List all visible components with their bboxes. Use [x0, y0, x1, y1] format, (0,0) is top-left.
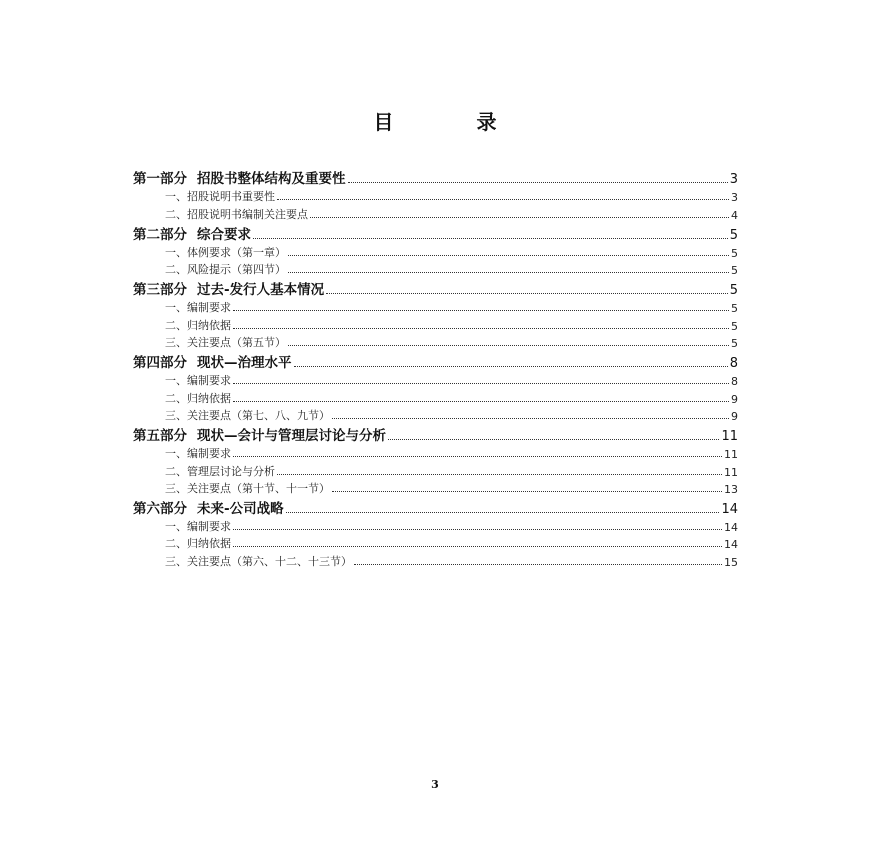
dot-leader [294, 366, 728, 367]
dot-leader [233, 546, 722, 547]
toc-page-number: 5 [731, 246, 738, 260]
dot-leader [326, 293, 728, 294]
toc-page-number: 5 [731, 302, 738, 316]
toc-entry-title: 一、体例要求（第一章） [165, 245, 286, 259]
toc-section-entry[interactable] [133, 388, 738, 405]
toc-section-entry[interactable] [133, 371, 738, 388]
toc-section-entry[interactable] [133, 333, 738, 350]
toc-section-entry[interactable] [133, 260, 738, 277]
toc-entry-title: 现状—会计与管理层讨论与分析 [197, 427, 386, 444]
page-number: 3 [431, 778, 439, 791]
toc-page-number: 11 [724, 448, 738, 462]
dot-leader [277, 474, 722, 475]
toc-entry-title: 三、关注要点（第七、八、九节） [165, 408, 330, 422]
toc-part-entry[interactable] [133, 166, 738, 187]
toc-page-number: 14 [721, 501, 738, 517]
toc-page-number: 3 [729, 172, 738, 187]
toc-entry-title: 三、关注要点（第五节） [165, 336, 286, 350]
toc-section-entry[interactable] [133, 479, 738, 496]
toc-page-number: 4 [731, 208, 738, 222]
toc-page-number: 14 [724, 521, 738, 535]
dot-leader [233, 310, 729, 311]
toc-page-number: 15 [724, 555, 738, 569]
toc-page-number: 5 [729, 227, 738, 243]
dot-leader [288, 272, 729, 273]
dot-leader [253, 238, 728, 239]
toc-section-entry[interactable] [133, 517, 738, 534]
toc-entry-title: 二、管理层讨论与分析 [165, 464, 275, 478]
toc-part-number: 第一部分 [133, 171, 187, 187]
dot-leader [288, 345, 729, 346]
dot-leader [310, 217, 729, 218]
toc-page-number: 3 [731, 191, 738, 205]
toc-entry-title: 综合要求 [197, 226, 251, 243]
toc-entry-title: 一、编制要求 [165, 520, 231, 534]
toc-section-entry[interactable] [133, 243, 738, 260]
toc-entry-title: 过去-发行人基本情况 [197, 282, 325, 299]
toc-part-entry[interactable] [133, 222, 738, 243]
toc-entry-title: 二、招股说明书编制关注要点 [165, 207, 308, 221]
toc-page-number: 8 [731, 375, 738, 389]
dot-leader [233, 456, 722, 457]
dot-leader [288, 255, 729, 256]
toc-part-number: 第三部分 [133, 282, 187, 299]
toc-entry-title: 二、归纳依据 [165, 391, 231, 405]
toc-page-number: 5 [729, 283, 738, 299]
toc-page-number: 5 [731, 264, 738, 278]
toc-part-entry[interactable] [133, 423, 738, 444]
dot-leader [388, 439, 719, 440]
toc-part-number: 第四部分 [133, 355, 187, 372]
toc-section-entry[interactable] [133, 444, 738, 461]
toc-entry-title: 一、编制要求 [165, 447, 231, 461]
toc-entry-title: 一、招股说明书重要性 [165, 190, 275, 204]
toc-title: 目 录 [373, 110, 535, 134]
toc-entry-title: 现状—治理水平 [197, 355, 292, 372]
dot-leader [233, 383, 729, 384]
dot-leader [348, 182, 728, 183]
toc-page-number: 13 [724, 482, 738, 496]
dot-leader [277, 199, 729, 200]
toc-section-entry[interactable] [133, 298, 738, 315]
toc-entry-title: 三、关注要点（第十节、十一节） [165, 481, 330, 495]
toc-page-number: 11 [721, 428, 738, 444]
toc-page-number: 11 [724, 465, 738, 479]
toc-entry-title: 招股书整体结构及重要性 [197, 171, 346, 187]
toc-entry-title: 二、归纳依据 [165, 537, 231, 551]
toc-entry-title: 一、编制要求 [165, 374, 231, 388]
toc-page-number: 8 [729, 356, 738, 372]
toc-section-entry[interactable] [133, 315, 738, 332]
toc-section-entry[interactable] [133, 187, 738, 204]
table-of-contents [133, 166, 738, 569]
dot-leader [332, 491, 722, 492]
toc-part-number: 第二部分 [133, 226, 187, 243]
toc-section-entry[interactable] [133, 534, 738, 551]
toc-section-entry[interactable] [133, 406, 738, 423]
dot-leader [233, 328, 729, 329]
toc-part-entry[interactable] [133, 350, 738, 371]
dot-leader [354, 564, 722, 565]
toc-page-number: 5 [731, 337, 738, 351]
toc-section-entry[interactable] [133, 204, 738, 221]
dot-leader [233, 529, 722, 530]
toc-part-entry[interactable] [133, 277, 738, 298]
toc-section-entry[interactable] [133, 551, 738, 568]
toc-page-number: 9 [731, 409, 738, 423]
toc-part-number: 第六部分 [133, 500, 187, 517]
toc-part-entry[interactable] [133, 496, 738, 517]
toc-entry-title: 二、风险提示（第四节） [165, 263, 286, 277]
toc-entry-title: 二、归纳依据 [165, 318, 231, 332]
dot-leader [233, 401, 729, 402]
toc-page-number: 9 [731, 392, 738, 406]
toc-page-number: 14 [724, 538, 738, 552]
toc-entry-title: 一、编制要求 [165, 301, 231, 315]
toc-entry-title: 三、关注要点（第六、十二、十三节） [165, 554, 352, 568]
dot-leader [332, 418, 729, 419]
toc-section-entry[interactable] [133, 461, 738, 478]
toc-page-number: 5 [731, 319, 738, 333]
dot-leader [286, 512, 720, 513]
toc-entry-title: 未来-公司战略 [197, 500, 284, 517]
toc-part-number: 第五部分 [133, 427, 187, 444]
